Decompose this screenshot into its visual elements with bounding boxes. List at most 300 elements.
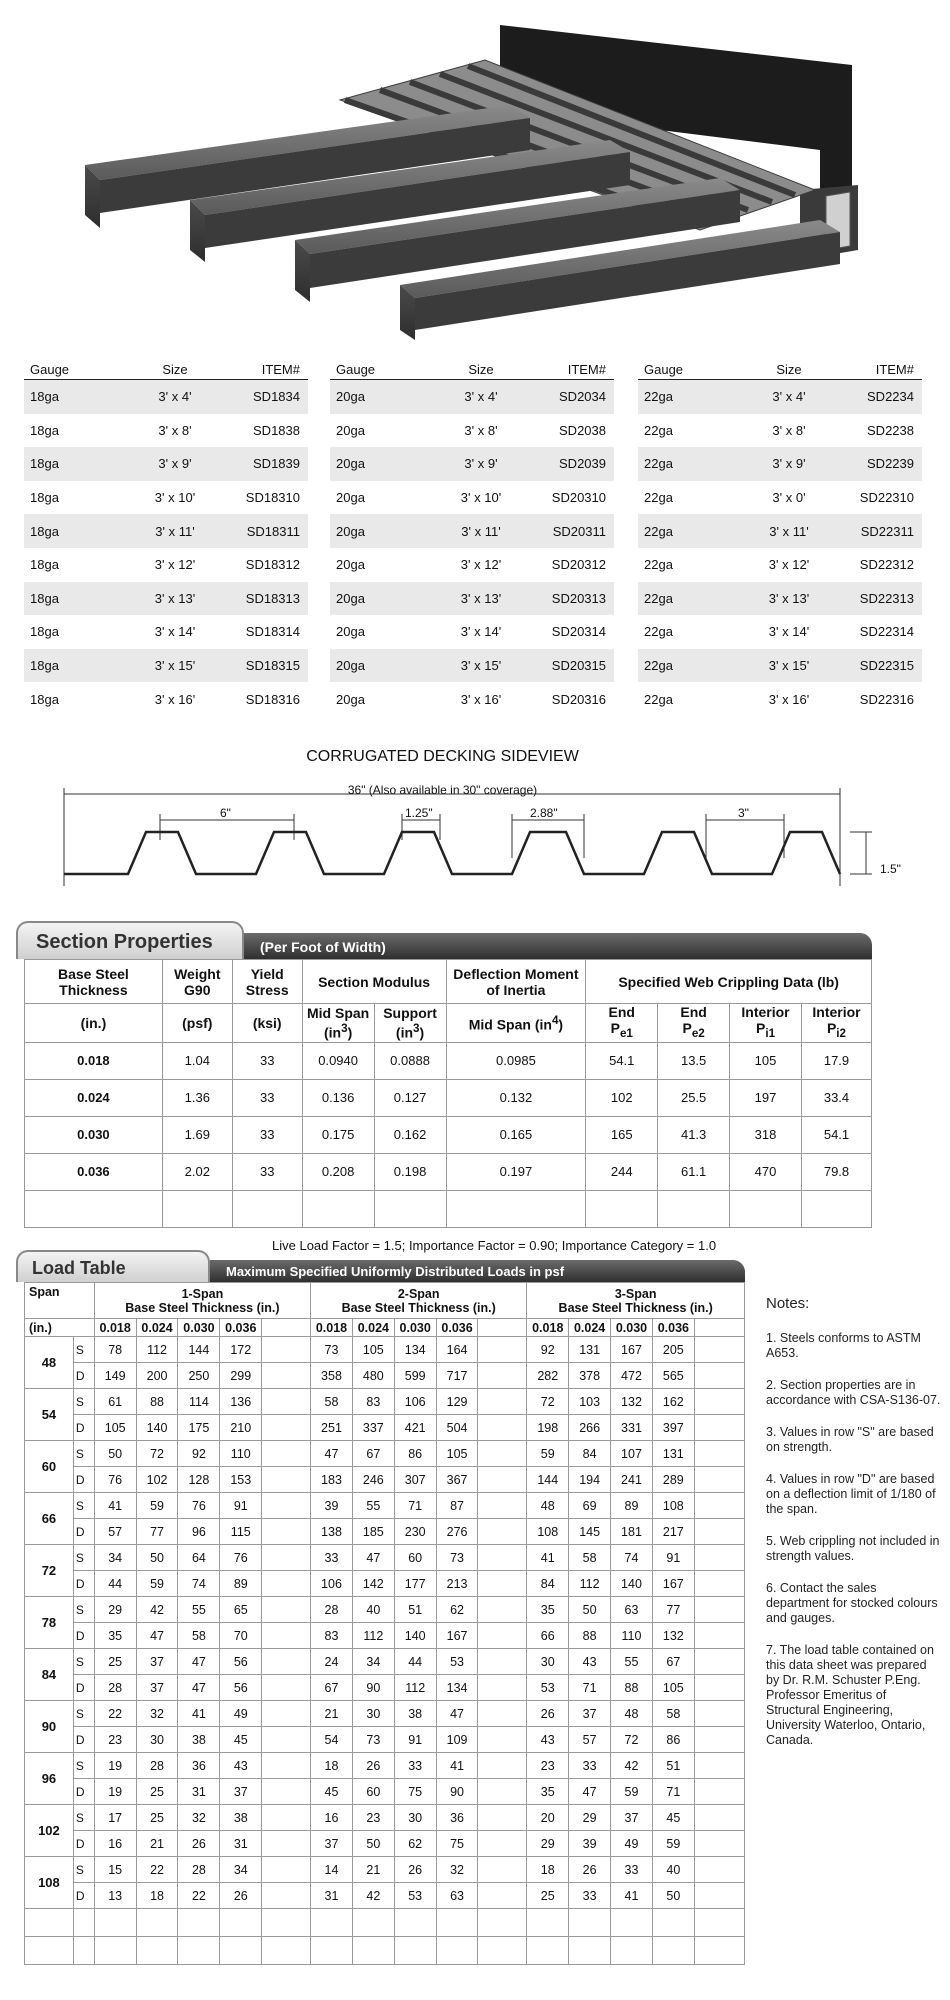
blank-cell xyxy=(262,1805,311,1831)
cell-item: SD2234 xyxy=(867,389,914,405)
blank-cell xyxy=(262,1363,311,1389)
load-value: 49 xyxy=(611,1831,653,1857)
load-value: 42 xyxy=(611,1753,653,1779)
blank-cell xyxy=(262,1701,311,1727)
cell-size: 3' x 9' xyxy=(464,456,498,472)
load-value: 37 xyxy=(569,1701,611,1727)
span-value: 60 xyxy=(25,1441,74,1493)
load-value: 88 xyxy=(136,1389,178,1415)
blank-cell xyxy=(262,1937,311,1965)
load-value: 42 xyxy=(136,1597,178,1623)
load-value: 37 xyxy=(136,1649,178,1675)
load-value: 59 xyxy=(611,1779,653,1805)
table-cell: 0.165 xyxy=(446,1116,586,1153)
table-row xyxy=(330,649,614,683)
load-value: 167 xyxy=(652,1571,694,1597)
load-value: 128 xyxy=(178,1467,220,1493)
load-value: 75 xyxy=(436,1831,478,1857)
blank-cell xyxy=(694,1883,744,1909)
load-value: 129 xyxy=(436,1389,478,1415)
blank-cell xyxy=(694,1701,744,1727)
load-value: 251 xyxy=(311,1415,353,1441)
load-value: 67 xyxy=(652,1649,694,1675)
blank-cell xyxy=(94,1937,136,1965)
load-value: 246 xyxy=(352,1467,394,1493)
load-value: 39 xyxy=(569,1831,611,1857)
row-type: D xyxy=(73,1519,94,1545)
blank-cell xyxy=(658,1190,730,1227)
load-value: 40 xyxy=(652,1857,694,1883)
header-span: Span xyxy=(25,1283,95,1319)
load-value: 26 xyxy=(394,1857,436,1883)
cell-item: SD20312 xyxy=(551,557,606,573)
header-item: ITEM# xyxy=(567,362,606,377)
cell-item: SD1834 xyxy=(253,389,300,405)
load-value: 472 xyxy=(611,1363,653,1389)
coverage-note: 36" (Also available in 30" coverage) xyxy=(347,783,538,797)
load-value: 23 xyxy=(352,1805,394,1831)
header-gauge: Gauge xyxy=(336,362,376,377)
table-cell: 0.208 xyxy=(302,1153,374,1190)
table-row xyxy=(638,548,922,582)
load-value: 13 xyxy=(94,1883,136,1909)
load-value: 73 xyxy=(436,1545,478,1571)
load-value: 26 xyxy=(527,1701,569,1727)
load-value: 131 xyxy=(652,1441,694,1467)
load-value: 32 xyxy=(136,1701,178,1727)
load-value: 276 xyxy=(436,1519,478,1545)
blank-cell xyxy=(262,1727,311,1753)
dim-2-88: 2.88" xyxy=(530,806,558,820)
load-value: 153 xyxy=(220,1467,262,1493)
load-value: 282 xyxy=(527,1363,569,1389)
load-value: 51 xyxy=(394,1597,436,1623)
blank-cell xyxy=(694,1415,744,1441)
cell-gauge: 22ga xyxy=(644,658,673,674)
table-cell: 197 xyxy=(730,1079,802,1116)
load-value: 65 xyxy=(220,1597,262,1623)
header-mid-span: Mid Span $(in^3)$ xyxy=(302,1004,374,1043)
table-row xyxy=(24,615,308,649)
load-value: 58 xyxy=(652,1701,694,1727)
blank-cell xyxy=(162,1190,232,1227)
load-value: 299 xyxy=(220,1363,262,1389)
cell-item: SD22313 xyxy=(859,590,914,606)
load-value: 717 xyxy=(436,1363,478,1389)
table-row xyxy=(330,682,614,716)
blank-cell xyxy=(220,1937,262,1965)
cell-size: 3' x 4' xyxy=(772,389,806,405)
note-item: 6. Contact the sales department for stocked colours and gauges. xyxy=(766,1581,938,1625)
cell-item: SD18312 xyxy=(245,557,300,573)
load-value: 55 xyxy=(611,1649,653,1675)
blank-cell xyxy=(694,1337,744,1363)
load-value: 62 xyxy=(436,1597,478,1623)
load-value: 18 xyxy=(311,1753,353,1779)
load-value: 198 xyxy=(527,1415,569,1441)
load-value: 289 xyxy=(652,1467,694,1493)
header-base-steel: Base Steel Thickness xyxy=(25,960,163,1004)
table-cell: 0.162 xyxy=(374,1116,446,1153)
blank-cell xyxy=(694,1937,744,1965)
load-value: 132 xyxy=(611,1389,653,1415)
load-value: 14 xyxy=(311,1857,353,1883)
load-value: 51 xyxy=(652,1753,694,1779)
load-value: 140 xyxy=(611,1571,653,1597)
header-yield: Yield Stress xyxy=(232,960,302,1004)
cell-gauge: 22ga xyxy=(644,557,673,573)
table-cell: 0.018 xyxy=(25,1042,163,1079)
load-value: 56 xyxy=(220,1675,262,1701)
cell-item: SD2238 xyxy=(867,422,914,438)
table-row xyxy=(25,1042,872,1079)
load-table xyxy=(24,1282,745,1965)
product-table-20ga xyxy=(330,355,614,716)
load-value: 42 xyxy=(352,1883,394,1909)
span-value: 72 xyxy=(25,1545,74,1597)
cell-gauge: 22ga xyxy=(644,590,673,606)
load-value: 15 xyxy=(94,1857,136,1883)
table-row xyxy=(24,682,308,716)
load-value: 230 xyxy=(394,1519,436,1545)
thickness-header: 0.036 xyxy=(652,1319,694,1337)
blank-cell xyxy=(436,1937,478,1965)
table-row xyxy=(330,514,614,548)
load-value: 89 xyxy=(220,1571,262,1597)
cell-size: 3' x 4' xyxy=(158,389,192,405)
load-value: 37 xyxy=(136,1675,178,1701)
blank-cell xyxy=(262,1467,311,1493)
load-value: 102 xyxy=(136,1467,178,1493)
table-row xyxy=(25,1441,745,1467)
blank-cell xyxy=(478,1883,527,1909)
table-cell: 33 xyxy=(232,1153,302,1190)
table-row xyxy=(25,1597,745,1623)
load-value: 565 xyxy=(652,1363,694,1389)
cell-gauge: 18ga xyxy=(30,557,59,573)
blank-cell xyxy=(25,1190,163,1227)
load-value: 45 xyxy=(311,1779,353,1805)
blank-cell xyxy=(178,1909,220,1937)
blank-cell xyxy=(730,1190,802,1227)
product-table-22ga xyxy=(638,355,922,716)
blank-cell xyxy=(262,1571,311,1597)
cell-size: 3' x 13' xyxy=(154,590,196,606)
row-type: S xyxy=(73,1441,94,1467)
table-cell: 0.0940 xyxy=(302,1042,374,1079)
thickness-header: 0.018 xyxy=(311,1319,353,1337)
load-value: 91 xyxy=(220,1493,262,1519)
table-row xyxy=(25,1519,745,1545)
row-type: S xyxy=(73,1597,94,1623)
load-value: 106 xyxy=(311,1571,353,1597)
cell-gauge: 20ga xyxy=(336,490,365,506)
load-value: 136 xyxy=(220,1389,262,1415)
blank-cell xyxy=(478,1649,527,1675)
load-value: 177 xyxy=(394,1571,436,1597)
blank-cell xyxy=(262,1415,311,1441)
table-row xyxy=(330,447,614,481)
header-pi2: Interior $P_{i2}$ xyxy=(802,1004,872,1043)
load-value: 108 xyxy=(527,1519,569,1545)
load-value: 331 xyxy=(611,1415,653,1441)
blank-cell xyxy=(478,1779,527,1805)
load-value: 47 xyxy=(436,1701,478,1727)
blank-cell xyxy=(262,1675,311,1701)
load-value: 16 xyxy=(311,1805,353,1831)
cell-item: SD18310 xyxy=(245,490,300,506)
header-2-span: 2-Span Base Steel Thickness (in.) xyxy=(311,1283,527,1319)
note-item: 3. Values in row "S" are based on strength. xyxy=(766,1425,934,1454)
cell-size: 3' x 16' xyxy=(768,691,810,707)
table-cell: 2.02 xyxy=(162,1153,232,1190)
load-value: 134 xyxy=(436,1675,478,1701)
blank-cell xyxy=(586,1190,658,1227)
load-value: 109 xyxy=(436,1727,478,1753)
blank-cell xyxy=(694,1441,744,1467)
load-value: 213 xyxy=(436,1571,478,1597)
cell-size: 3' x 10' xyxy=(460,490,502,506)
load-value: 70 xyxy=(220,1623,262,1649)
row-type: S xyxy=(73,1337,94,1363)
load-value: 21 xyxy=(352,1857,394,1883)
cell-size: 3' x 12' xyxy=(460,557,502,573)
cell-item: SD18316 xyxy=(245,691,300,707)
load-value: 144 xyxy=(527,1467,569,1493)
load-value: 30 xyxy=(527,1649,569,1675)
blank-cell xyxy=(232,1190,302,1227)
load-value: 181 xyxy=(611,1519,653,1545)
header-3-span: 3-Span Base Steel Thickness (in.) xyxy=(527,1283,745,1319)
unit-in: (in.) xyxy=(25,1004,163,1043)
blank-cell xyxy=(478,1727,527,1753)
blank-cell xyxy=(478,1363,527,1389)
cell-item: SD2038 xyxy=(559,422,606,438)
load-value: 145 xyxy=(569,1519,611,1545)
load-value: 86 xyxy=(652,1727,694,1753)
cell-size: 3' x 13' xyxy=(460,590,502,606)
blank-cell xyxy=(262,1883,311,1909)
section-properties-table xyxy=(24,959,872,1228)
load-value: 53 xyxy=(527,1675,569,1701)
load-value: 358 xyxy=(311,1363,353,1389)
load-value: 57 xyxy=(94,1519,136,1545)
blank-cell xyxy=(478,1545,527,1571)
load-value: 21 xyxy=(311,1701,353,1727)
load-value: 115 xyxy=(220,1519,262,1545)
table-row xyxy=(638,514,922,548)
table-cell: 0.030 xyxy=(25,1116,163,1153)
cell-item: SD18314 xyxy=(245,624,300,640)
cell-item: SD1839 xyxy=(253,456,300,472)
cell-item: SD22311 xyxy=(860,523,914,539)
table-cell: 25.5 xyxy=(658,1079,730,1116)
table-row xyxy=(25,1623,745,1649)
table-row xyxy=(24,649,308,683)
blank-cell xyxy=(694,1649,744,1675)
load-value: 28 xyxy=(311,1597,353,1623)
load-value: 37 xyxy=(611,1805,653,1831)
cell-gauge: 22ga xyxy=(644,490,673,506)
table-cell: 0.198 xyxy=(374,1153,446,1190)
table-body xyxy=(330,380,614,716)
section-properties-body xyxy=(25,1042,872,1227)
load-value: 48 xyxy=(611,1701,653,1727)
load-value: 71 xyxy=(394,1493,436,1519)
load-value: 112 xyxy=(569,1571,611,1597)
table-cell: 17.9 xyxy=(802,1042,872,1079)
table-row xyxy=(638,615,922,649)
blank-cell xyxy=(802,1190,872,1227)
cell-size: 3' x 13' xyxy=(768,590,810,606)
load-value: 47 xyxy=(178,1675,220,1701)
load-value: 71 xyxy=(569,1675,611,1701)
row-type: S xyxy=(73,1389,94,1415)
blank-cell xyxy=(374,1190,446,1227)
load-value: 134 xyxy=(394,1337,436,1363)
load-value: 91 xyxy=(652,1545,694,1571)
header-web-crippling: Specified Web Crippling Data (lb) xyxy=(586,960,872,1004)
blank-cell xyxy=(478,1571,527,1597)
load-value: 205 xyxy=(652,1337,694,1363)
blank-cell xyxy=(694,1493,744,1519)
cell-gauge: 20ga xyxy=(336,590,365,606)
table-row xyxy=(330,481,614,515)
load-value: 112 xyxy=(394,1675,436,1701)
cell-size: 3' x 11' xyxy=(769,523,809,539)
cell-size: 3' x 8' xyxy=(464,422,498,438)
load-value: 241 xyxy=(611,1467,653,1493)
load-value: 172 xyxy=(220,1337,262,1363)
cell-gauge: 20ga xyxy=(336,422,365,438)
cell-gauge: 20ga xyxy=(336,658,365,674)
table-row xyxy=(330,380,614,414)
span-value: 78 xyxy=(25,1597,74,1649)
table-row xyxy=(25,1467,745,1493)
thickness-header: 0.018 xyxy=(94,1319,136,1337)
table-row xyxy=(25,1545,745,1571)
table-row xyxy=(25,1116,872,1153)
load-value: 55 xyxy=(352,1493,394,1519)
support-label: Support xyxy=(383,1005,437,1022)
span-value: 108 xyxy=(25,1857,74,1909)
load-value: 92 xyxy=(178,1441,220,1467)
blank-cell xyxy=(694,1389,744,1415)
table-cell: 54.1 xyxy=(802,1116,872,1153)
load-value: 31 xyxy=(311,1883,353,1909)
load-value: 21 xyxy=(136,1831,178,1857)
cell-size: 3' x 12' xyxy=(154,557,196,573)
load-value: 41 xyxy=(94,1493,136,1519)
table-cell: 102 xyxy=(586,1079,658,1116)
load-value: 33 xyxy=(394,1753,436,1779)
load-value: 138 xyxy=(311,1519,353,1545)
blank-cell xyxy=(262,1779,311,1805)
blank-cell xyxy=(136,1937,178,1965)
cell-size: 3' x 12' xyxy=(768,557,810,573)
note-item: 7. The load table contained on this data sheet was prepared by Dr. R.M. Schuster P.Eng. Professor Emeritus of Structural Engineering, University Waterloo, Ontario, Canada. xyxy=(766,1643,934,1747)
load-value: 35 xyxy=(527,1779,569,1805)
blank-cell xyxy=(394,1909,436,1937)
thickness-header: 0.018 xyxy=(527,1319,569,1337)
blank-cell xyxy=(262,1493,311,1519)
load-value: 47 xyxy=(311,1441,353,1467)
load-value: 210 xyxy=(220,1415,262,1441)
table-row xyxy=(25,1649,745,1675)
blank-cell xyxy=(262,1337,311,1363)
blank-cell xyxy=(25,1937,74,1965)
table-row xyxy=(25,1571,745,1597)
span-value: 96 xyxy=(25,1753,74,1805)
cell-size: 3' x 15' xyxy=(154,658,196,674)
cell-gauge: 22ga xyxy=(644,456,673,472)
load-value: 18 xyxy=(136,1883,178,1909)
blank-cell xyxy=(569,1937,611,1965)
row-type: D xyxy=(73,1467,94,1493)
note-item: 1. Steels conforms to ASTM A653. xyxy=(766,1331,921,1360)
cell-item: SD20310 xyxy=(551,490,606,506)
table-row xyxy=(24,380,308,414)
blank-cell xyxy=(478,1937,527,1965)
load-value: 50 xyxy=(136,1545,178,1571)
load-value: 60 xyxy=(352,1779,394,1805)
row-type: S xyxy=(73,1805,94,1831)
cell-size: 3' x 16' xyxy=(154,691,196,707)
load-value: 103 xyxy=(569,1389,611,1415)
load-value: 29 xyxy=(527,1831,569,1857)
cell-item: SD20311 xyxy=(552,523,606,539)
load-value: 56 xyxy=(220,1649,262,1675)
load-value: 28 xyxy=(178,1857,220,1883)
header-size: Size xyxy=(162,362,188,377)
blank-header xyxy=(694,1319,744,1337)
load-value: 72 xyxy=(611,1727,653,1753)
load-value: 185 xyxy=(352,1519,394,1545)
cell-size: 3' x 14' xyxy=(460,624,502,640)
load-value: 33 xyxy=(611,1857,653,1883)
load-value: 44 xyxy=(94,1571,136,1597)
cell-size: 3' x 4' xyxy=(464,389,498,405)
load-value: 57 xyxy=(569,1727,611,1753)
load-value: 421 xyxy=(394,1415,436,1441)
row-type: D xyxy=(73,1779,94,1805)
load-value: 59 xyxy=(136,1571,178,1597)
load-value: 96 xyxy=(178,1519,220,1545)
blank-cell xyxy=(527,1937,569,1965)
cell-size: 3' x 8' xyxy=(158,422,192,438)
load-value: 140 xyxy=(394,1623,436,1649)
load-value: 92 xyxy=(527,1337,569,1363)
blank-cell xyxy=(262,1441,311,1467)
load-value: 599 xyxy=(394,1363,436,1389)
load-value: 167 xyxy=(436,1623,478,1649)
thickness-header: 0.024 xyxy=(136,1319,178,1337)
table-cell: 0.0985 xyxy=(446,1042,586,1079)
cell-gauge: 20ga xyxy=(336,456,365,472)
unit-psf: (psf) xyxy=(162,1004,232,1043)
cell-size: 3' x 11' xyxy=(461,523,501,539)
load-value: 504 xyxy=(436,1415,478,1441)
load-value: 266 xyxy=(569,1415,611,1441)
table-row xyxy=(24,582,308,616)
blank-cell xyxy=(352,1909,394,1937)
load-value: 89 xyxy=(611,1493,653,1519)
blank-cell xyxy=(394,1937,436,1965)
load-value: 162 xyxy=(652,1389,694,1415)
header-weight: Weight G90 xyxy=(162,960,232,1004)
blank-cell xyxy=(478,1493,527,1519)
load-value: 53 xyxy=(394,1883,436,1909)
